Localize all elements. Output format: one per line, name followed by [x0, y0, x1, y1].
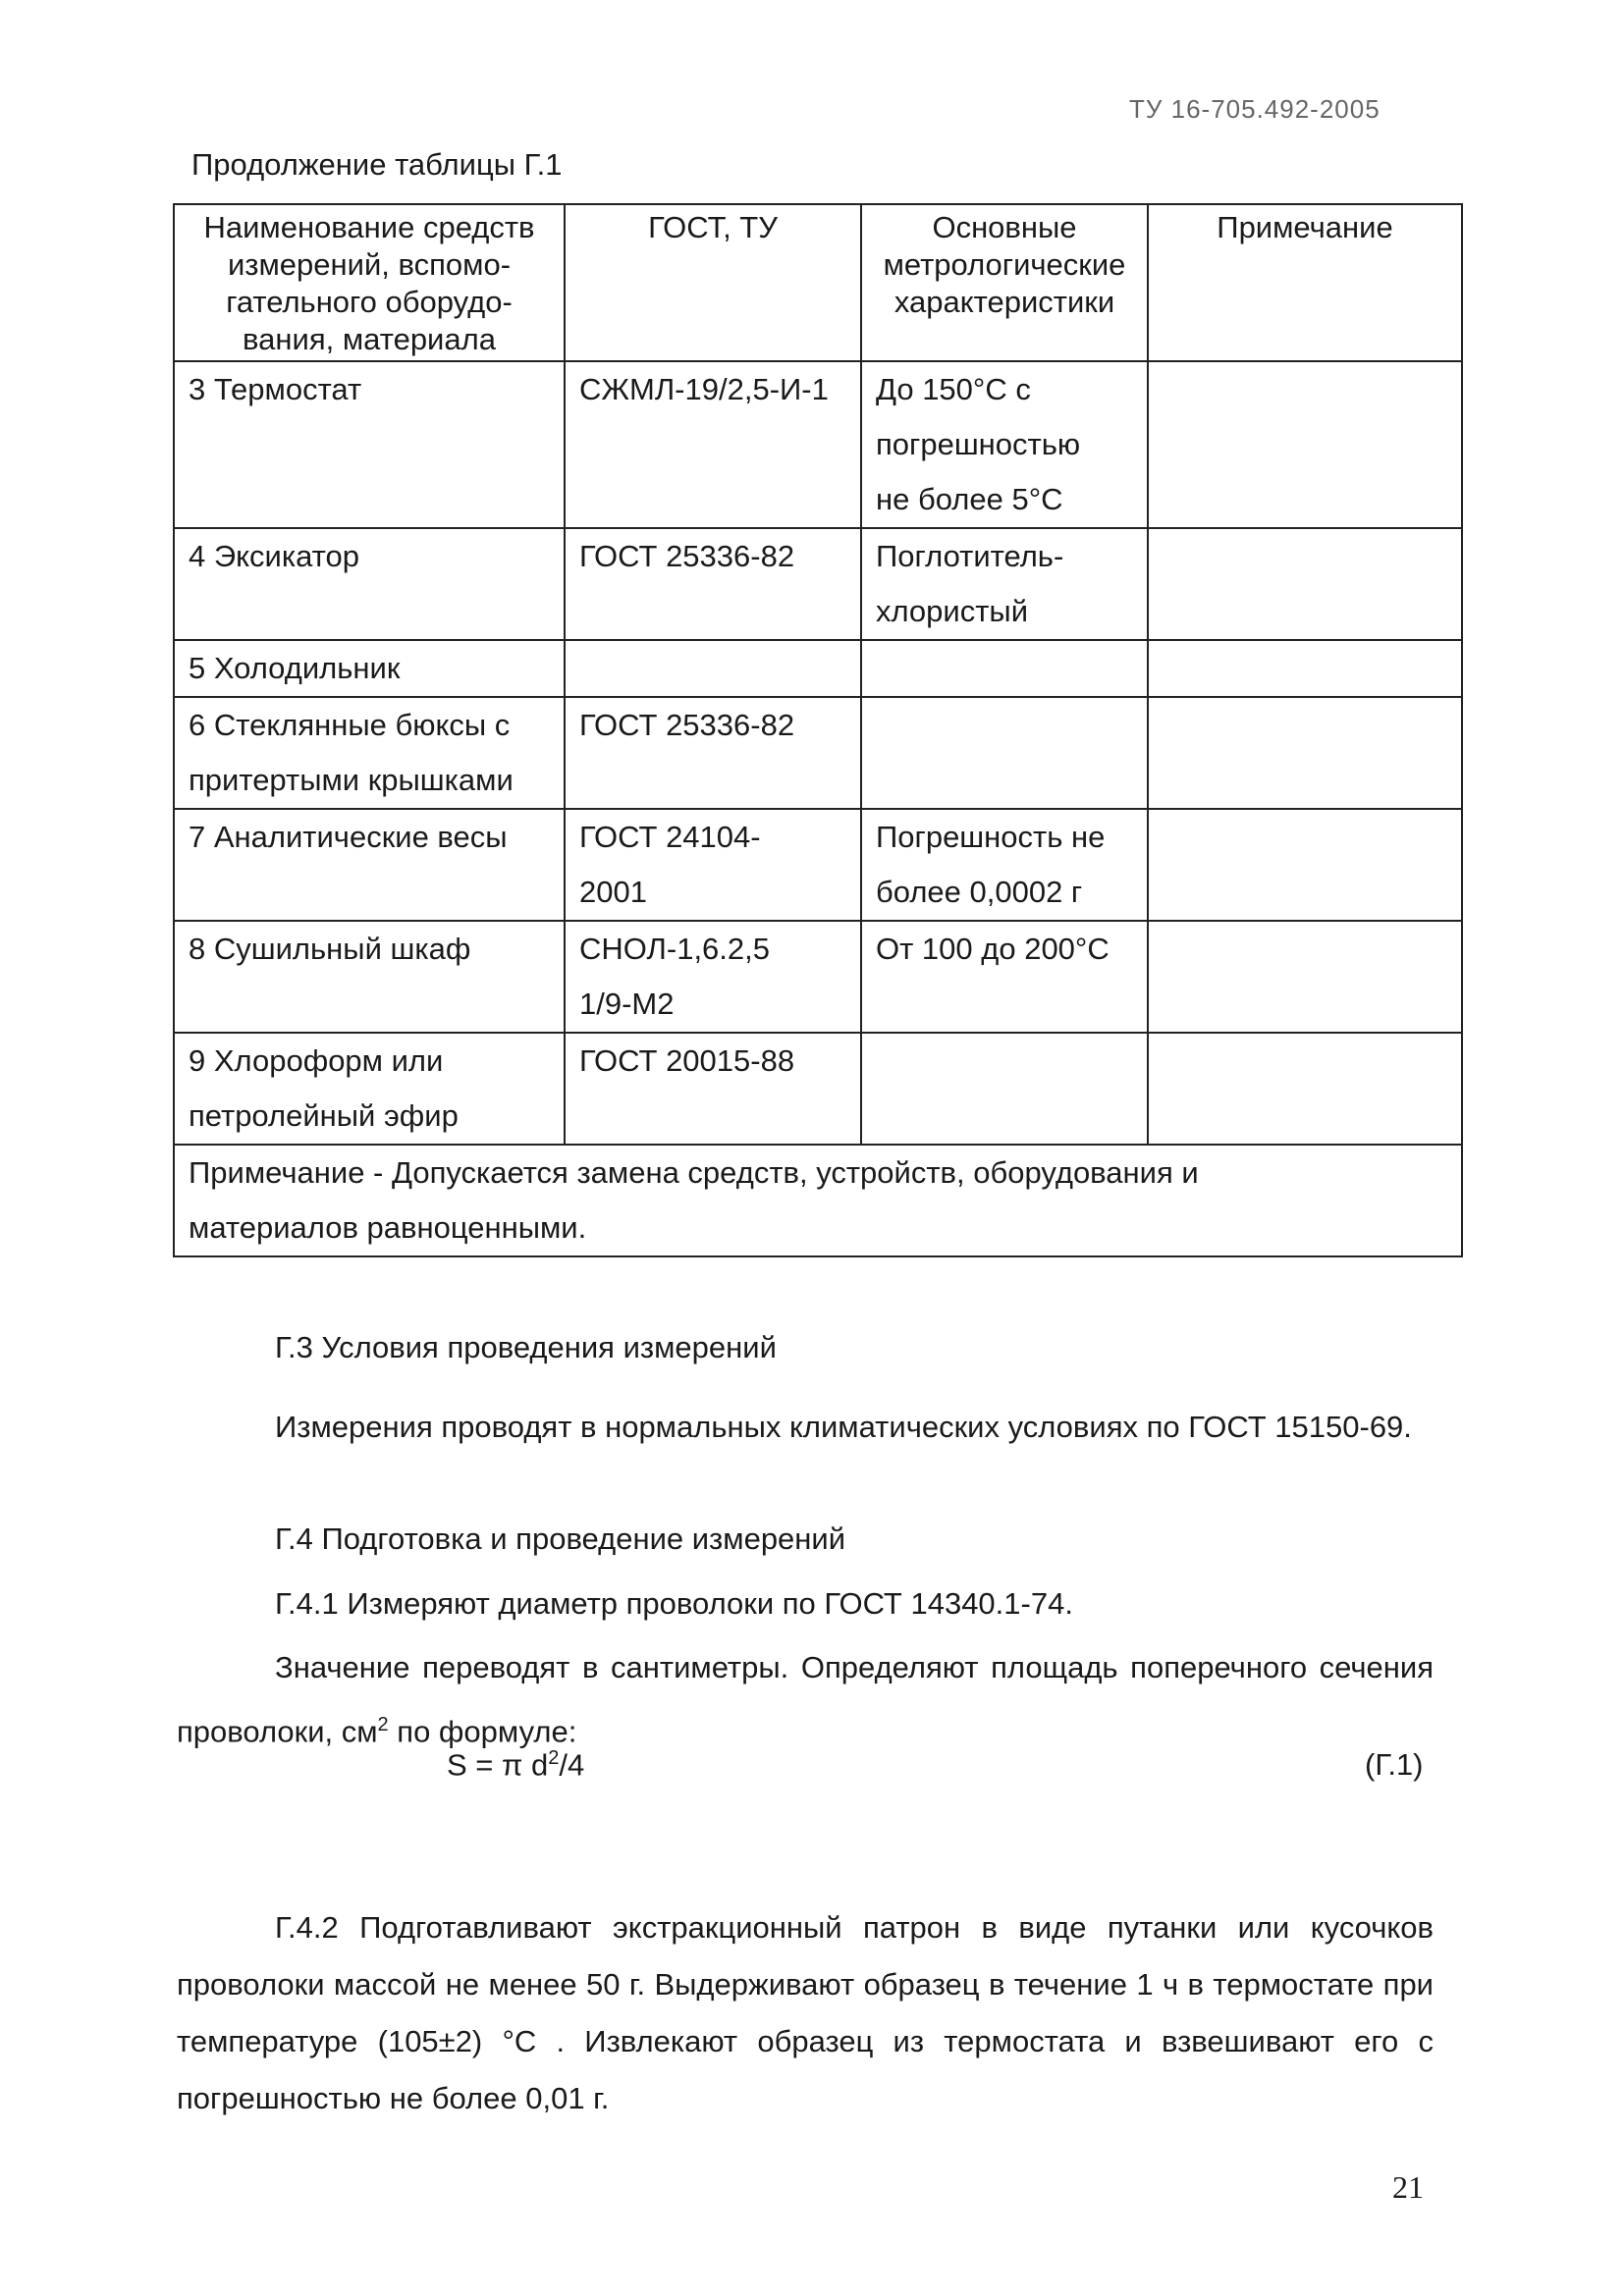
- table-row: [174, 921, 1462, 1033]
- cell-characteristics: [861, 1033, 1148, 1145]
- cell-characteristics: Поглотитель- хлористый: [861, 528, 1148, 640]
- equipment-table: [173, 203, 1463, 1257]
- paragraph-g41-formula-intro: Значение переводят в сантиметры. Определяют площадь поперечного сечения проволоки, $см^2$ по формуле:: [177, 1650, 1434, 1749]
- cell-note: [1148, 640, 1462, 697]
- header-cell-name: Наименование средств измерений, вспомо- гательного оборудо- вания, материала: [174, 204, 565, 361]
- section-heading-g4: Г.4 Подготовка и проведение измерений: [275, 1522, 846, 1556]
- cell-name: 7 Аналитические весы: [174, 809, 565, 921]
- paragraph-g41: Г.4.1 Измеряют диаметр проволоки по ГОСТ 14340.1-74.: [275, 1586, 1073, 1621]
- cell-note: [1148, 528, 1462, 640]
- table-row: [174, 528, 1462, 640]
- cell-characteristics: До 150°С с погрешностью не более 5°С: [861, 361, 1148, 528]
- cell-characteristics: От 100 до 200°С: [861, 921, 1148, 1033]
- cell-gost: [565, 640, 861, 697]
- cell-note: [1148, 1033, 1462, 1145]
- table-caption: Продолжение таблицы Г.1: [191, 147, 563, 182]
- cell-note: [1148, 697, 1462, 809]
- cell-gost: ГОСТ 20015-88: [565, 1033, 861, 1145]
- cell-gost: СНОЛ-1,6.2,5 1/9-М2: [565, 921, 861, 1033]
- cell-name: 4 Эксикатор: [174, 528, 565, 640]
- table-row: [174, 809, 1462, 921]
- header-cell-note: Примечание: [1148, 204, 1462, 361]
- page-number: 21: [1392, 2169, 1424, 2205]
- cell-gost: СЖМЛ-19/2,5-И-1: [565, 361, 861, 528]
- cell-characteristics: [861, 640, 1148, 697]
- header-cell-gost: ГОСТ, ТУ: [565, 204, 861, 361]
- header-cell-characteristics: Основные метрологические характеристики: [861, 204, 1148, 361]
- table-row: [174, 640, 1462, 697]
- cell-characteristics: Погрешность не более 0,0002 г: [861, 809, 1148, 921]
- cell-name: 6 Стеклянные бюксы с притертыми крышками: [174, 697, 565, 809]
- table-footnote-row: [174, 1145, 1462, 1256]
- cell-gost: ГОСТ 25336-82: [565, 697, 861, 809]
- table-footnote: Примечание - Допускается замена средств, устройств, оборудования и материалов равноценными.: [174, 1145, 1462, 1256]
- cell-note: [1148, 921, 1462, 1033]
- cell-name: 9 Хлороформ или петролейный эфир: [174, 1033, 565, 1145]
- cell-gost: ГОСТ 25336-82: [565, 528, 861, 640]
- document-code: ТУ 16-705.492-2005: [1129, 94, 1380, 124]
- paragraph-g3: Измерения проводят в нормальных климатических условиях по ГОСТ 15150-69.: [275, 1410, 1412, 1444]
- table-row: [174, 361, 1462, 528]
- formula-number: (Г.1): [1365, 1747, 1424, 1782]
- cell-note: [1148, 809, 1462, 921]
- paragraph-g42: Г.4.2 Подготавливают экстракционный патрон в виде путанки или кусочков проволоки массой не менее 50 г. Выдерживают образец в течение 1 ч в термостате при температуре (105±2) °С . Извлекают образец из термостата и взвешивают его с погрешностью не более 0,01 г.: [177, 1910, 1434, 2115]
- cell-name: 5 Холодильник: [174, 640, 565, 697]
- table-row: [174, 697, 1462, 809]
- table-header-row: [174, 204, 1462, 361]
- cell-name: 8 Сушильный шкаф: [174, 921, 565, 1033]
- cell-gost: ГОСТ 24104- 2001: [565, 809, 861, 921]
- formula: S = π $d^2/4$: [447, 1747, 585, 1783]
- cell-note: [1148, 361, 1462, 528]
- cell-characteristics: [861, 697, 1148, 809]
- cell-name: 3 Термостат: [174, 361, 565, 528]
- table-row: [174, 1033, 1462, 1145]
- section-heading-g3: Г.3 Условия проведения измерений: [275, 1330, 777, 1364]
